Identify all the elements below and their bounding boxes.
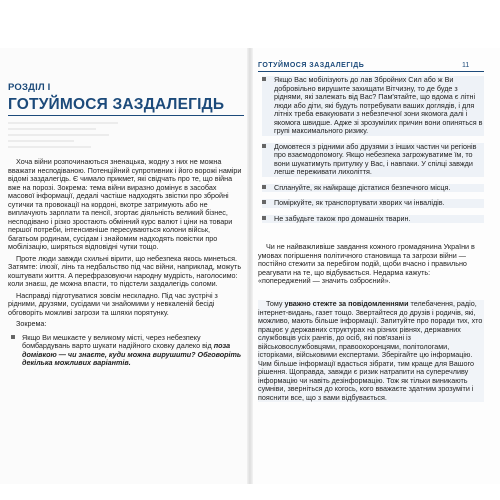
paragraph: Проте люди завжди схильні вірити, що небезпека якось минеться. Затямте: ілюзії, лінь та недбальство під час війни, наприклад, можуть коштувати життя. А перефразовуючи народну мудрість, наголосимо: коли знаєш, де можна впасти, то підстели заздалегідь соломи. [8,253,242,288]
running-head: ГОТУЙМОСЯ ЗАЗДАЛЕГІДЬ [258,62,365,69]
left-body-text [8,158,242,368]
right-bullet-list [262,76,484,230]
bullet-square-icon [11,335,15,339]
paragraph-rest: телебачення, радіо, інтернет-видань, газет тощо. Звертайтеся до друзів і родичів, які, можливо, мають більше інформації. Запитуйте про поради тих, хто працює у державних структурах на різних рівнях, державних службовців усіх рангів, до осіб, які пов'язані із військовослужбовцями, правоохоронцями, політологами, історіками, військовими експертами. Зберігайте цю інформацію. Чим більше інформації вдасться зібрати, тим краще для Вашого рішення. Щоправда, завжди є ризик натрапити на суперечливу інформацію чи навіть дезінформацію. Тож як тільки виникають сумніви, зверніться до когось, кого вважаєте здатним зрозуміти і пояснити все, що з вами відбувається. [258,299,483,402]
bullet-text: Домовтеся з рідними або друзями з інших частин чи регіонів про взаємодопомогу. Якщо небезпека загрожуватиме їм, то вони шукатимуть притулку у Вас, і навпаки. У спілці завжди легше переживати лихоліття. [274,141,477,176]
bullet-square-icon [262,216,266,220]
section-label: РОЗДІЛ І [8,82,51,93]
bullet-square-icon [262,144,266,148]
bullet-square-icon [262,185,266,189]
list-item [8,334,242,368]
paragraph-prefix: Тому [266,299,285,308]
book-gutter [247,48,253,484]
list-item [262,143,484,177]
header-rule [258,71,484,72]
zokrema-label: Зокрема: [16,319,47,328]
bullet-text: Поміркуйте, як транспортувати хворих чи інвалідів. [274,198,445,207]
bullet-text: Не забудьте також про домашніх тварин. [274,213,411,223]
page-number: 11 [462,62,470,69]
title-rule [8,115,244,116]
list-item [262,184,484,193]
list-item [262,215,484,224]
list-item [262,199,484,208]
paragraph: Хоча війни розпочинаються зненацька, жодну з них не можна вважати несподіваною. Потенційний супротивник і його ворожі наміри відомі заздалегідь. Є чимало прикмет, які свідчать про те, що війна вже на порозі. Зокрема: тема війни виразно домінує в засобах масової інформації, дедалі частіше надходять звістки про збройні сутички та провокації на кордоні, вкотре затримують або не виплачують зарплати та пенсії, згортає діяльність великий бізнес, несподівано і різко зростають обмінний курс валют і ціни на товари першої потреби, інтенсивніше пересуваються колони військ, багатьом родинам, сусідам і знайомим надходять повістки про мобілізацію, ширяться відповідні чутки тощо. [8,157,242,251]
show-through-text [8,122,118,152]
paragraph: Насправді підготуватися зовсім нескладно. Під час зустрічі з рідними, друзями, сусідами чи знайомими у невкаленій бесіді обговоріть можливі загрози та шляхи порятунку. [8,290,218,317]
paragraph: Чи не найважливіше завдання кожного громадянина України в умовах погіршення політичного становища та загрози війни — постійно стежити за перебігом подій, щоби вчасно і правильно реагувати на те, що відбувається. Недарма кажуть: «попереджений — значить озброєний». [258,242,475,285]
bullet-square-icon [262,77,266,81]
bullet-text: Якщо Вас мобілізують до лав Збройних Сил або ж Ви добровільно вирушите захищати Вітчизну, то де буде з ріднями, які залежать від Вас? Пам'ятайте, що вдома є літні люди або діти, які будуть потребувати ваших доглядів, і для літніх треба евакуювати з небезпечної зони якомога далі і якомога швидше. Адже зі зрозумілих причин вони опиняться в групі максимального ризику. [274,75,483,135]
list-item [262,76,484,136]
bullet-text: Якщо Ви мешкаєте у великому місті, через небезпеку бомбардувань варто шукати надійного сховку далеко від [22,332,214,350]
chapter-title: ГОТУЙМОСЯ ЗАЗДАЛЕГІДЬ [8,96,225,113]
bullet-square-icon [262,200,266,204]
paragraph-bold: уважно стежте за повідомленнями [284,299,409,308]
bullet-emphasis: поза домівкою — чи знаєте, куди можна вирушити? Обговоріть декілька можливих варіантів. [22,341,242,367]
bullet-text: Сплануйте, як найкраще дістатися безпечного місця. [274,182,451,192]
paragraph [258,300,484,402]
